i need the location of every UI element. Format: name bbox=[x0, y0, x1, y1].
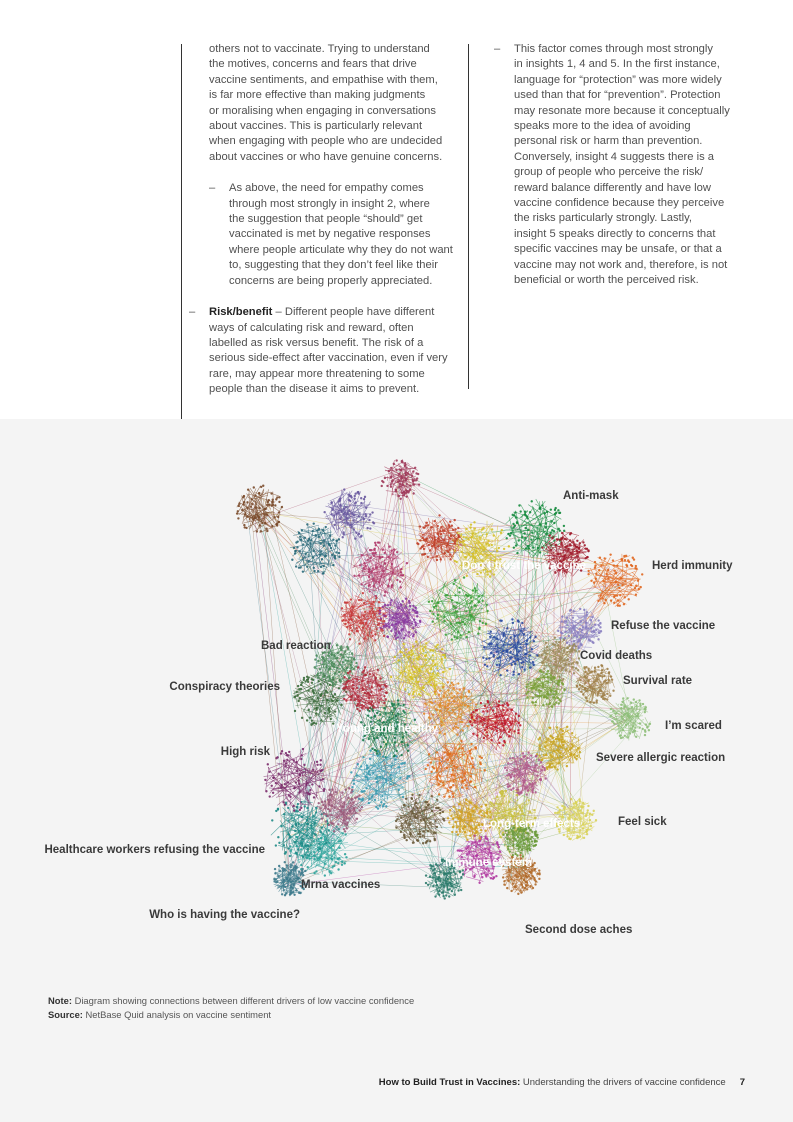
text-line: through most strongly in insight 2, where bbox=[229, 197, 430, 210]
cluster-label: Bad reaction bbox=[261, 640, 331, 652]
text-line: used than that for “prevention”. Protection bbox=[514, 89, 721, 102]
cluster-label: Refuse the vaccine bbox=[611, 620, 716, 632]
risk-text bbox=[209, 321, 461, 398]
cluster bbox=[290, 522, 341, 574]
text-line: vaccine confidence because they perceive bbox=[514, 197, 725, 210]
text-line: Conversely, insight 4 suggests there is a bbox=[514, 150, 715, 163]
text-line: beneficial or worth the perceived risk. bbox=[514, 274, 699, 287]
right-column bbox=[468, 42, 758, 289]
cluster-label: Covid deaths bbox=[580, 650, 653, 662]
cluster-label: Young and healthy bbox=[336, 723, 439, 735]
text-line: rare, may appear more threatening to some bbox=[209, 367, 425, 380]
page-number: 7 bbox=[739, 1077, 745, 1088]
text-line: personal risk or harm than prevention. bbox=[514, 135, 703, 148]
risk-first-rest: – Different people have different bbox=[272, 306, 435, 319]
text-line: group of people who perceive the risk/ bbox=[514, 166, 704, 179]
risk-heading: Risk/benefit bbox=[209, 306, 273, 319]
text-line: specific vaccines may be unsafe, or that a bbox=[514, 243, 722, 256]
cluster-label: Long-term effects bbox=[483, 818, 581, 830]
intro-paragraph bbox=[181, 42, 461, 165]
page-footer bbox=[379, 1077, 745, 1088]
cluster-label: Who is having the vaccine? bbox=[149, 909, 300, 921]
text-line: where people articulate why they do not want bbox=[229, 243, 453, 256]
source-text: NetBase Quid analysis on vaccine sentiment bbox=[82, 1009, 272, 1020]
cluster-label: Conspiracy theories bbox=[169, 681, 280, 693]
note-label: Note: bbox=[48, 995, 72, 1006]
cluster-label: Feel sick bbox=[618, 816, 667, 828]
text-line: vaccinated is met by negative responses bbox=[229, 228, 431, 241]
right-bullet-text bbox=[514, 42, 758, 289]
text-line: ways of calculating risk and reward, often bbox=[209, 321, 414, 334]
cluster bbox=[587, 553, 643, 606]
text-line: insight 5 speaks directly to concerns that bbox=[514, 227, 716, 240]
text-line: vaccine sentiments, and empathise with them, bbox=[209, 73, 438, 86]
cluster-label: I’m scared bbox=[665, 720, 722, 732]
dash-marker: – bbox=[189, 306, 196, 319]
text-line: or moralising when engaging in conversations bbox=[209, 104, 436, 117]
cluster bbox=[236, 485, 283, 533]
risk-bullet bbox=[181, 305, 461, 397]
footer-title-bold: How to Build Trust in Vaccines: bbox=[378, 1077, 521, 1088]
source-label: Source: bbox=[48, 1009, 83, 1020]
cluster-label: Immune system bbox=[445, 857, 532, 869]
sub-bullet-block bbox=[181, 181, 461, 289]
text-line: labelled as risk versus benefit. The risk of a bbox=[209, 336, 424, 349]
figure-note bbox=[48, 994, 414, 1008]
text-line: about vaccines or who have genuine concerns. bbox=[209, 150, 443, 163]
text-line: about vaccines. This is particularly relevant bbox=[209, 120, 423, 133]
figure-source bbox=[48, 1008, 271, 1022]
text-line: concerns are being properly appreciated. bbox=[229, 274, 433, 287]
text-line: the motives, concerns and fears that drive bbox=[209, 58, 417, 71]
text-line: in insights 1, 4 and 5. In the first instance, bbox=[514, 58, 720, 71]
cluster-label: Healthcare workers refusing the vaccine bbox=[44, 844, 265, 856]
cluster-label: Survival rate bbox=[623, 675, 693, 687]
text-line: language for “protection” was more widely bbox=[514, 73, 722, 86]
text-line: may resonate more because it conceptually bbox=[514, 104, 730, 117]
cluster-label: Severe allergic reaction bbox=[596, 752, 726, 764]
text-line: when engaging with people who are undecided bbox=[209, 135, 443, 148]
cluster-label: Second dose aches bbox=[525, 924, 633, 936]
text-line: serious side-effect after vaccination, even if very bbox=[209, 352, 448, 365]
footer-title-rest: Understanding the drivers of vaccine confidence bbox=[520, 1077, 726, 1088]
dash-marker: – bbox=[209, 182, 216, 195]
text-line: vaccine may not work and, therefore, is not bbox=[514, 258, 728, 271]
dash-marker: – bbox=[494, 43, 501, 55]
text-line: people than the disease it aims to prevent. bbox=[209, 383, 420, 396]
cluster-label: Don’t trust the vaccine bbox=[462, 560, 586, 572]
cluster-label: Anti-mask bbox=[563, 490, 619, 502]
sub-bullet bbox=[209, 181, 461, 289]
network-diagram bbox=[0, 419, 793, 979]
cluster-label: High risk bbox=[220, 746, 270, 758]
text-line: As above, the need for empathy comes bbox=[229, 182, 424, 195]
note-text: Diagram showing connections between different drivers of low vaccine confidence bbox=[71, 995, 415, 1006]
text-line: speaks more to the idea of avoiding bbox=[514, 120, 691, 133]
text-line: reward balance differently and have low bbox=[514, 181, 711, 194]
right-bullet bbox=[468, 42, 758, 289]
sub-bullet-text bbox=[229, 181, 461, 289]
text-line: others not to vaccinate. Trying to understand bbox=[209, 43, 430, 55]
left-column bbox=[181, 42, 461, 398]
text-line: This factor comes through most strongly bbox=[514, 43, 713, 55]
text-line: the suggestion that people “should” get bbox=[229, 213, 423, 226]
text-line: is far more effective than making judgments bbox=[209, 89, 426, 102]
cluster-label: Mrna vaccines bbox=[301, 879, 381, 891]
text-line: to, suggesting that they don’t feel like their bbox=[229, 259, 438, 272]
text-line: the risks particularly strongly. Lastly, bbox=[514, 212, 693, 225]
cluster-label: Herd immunity bbox=[652, 560, 733, 572]
risk-first-line bbox=[209, 305, 461, 320]
